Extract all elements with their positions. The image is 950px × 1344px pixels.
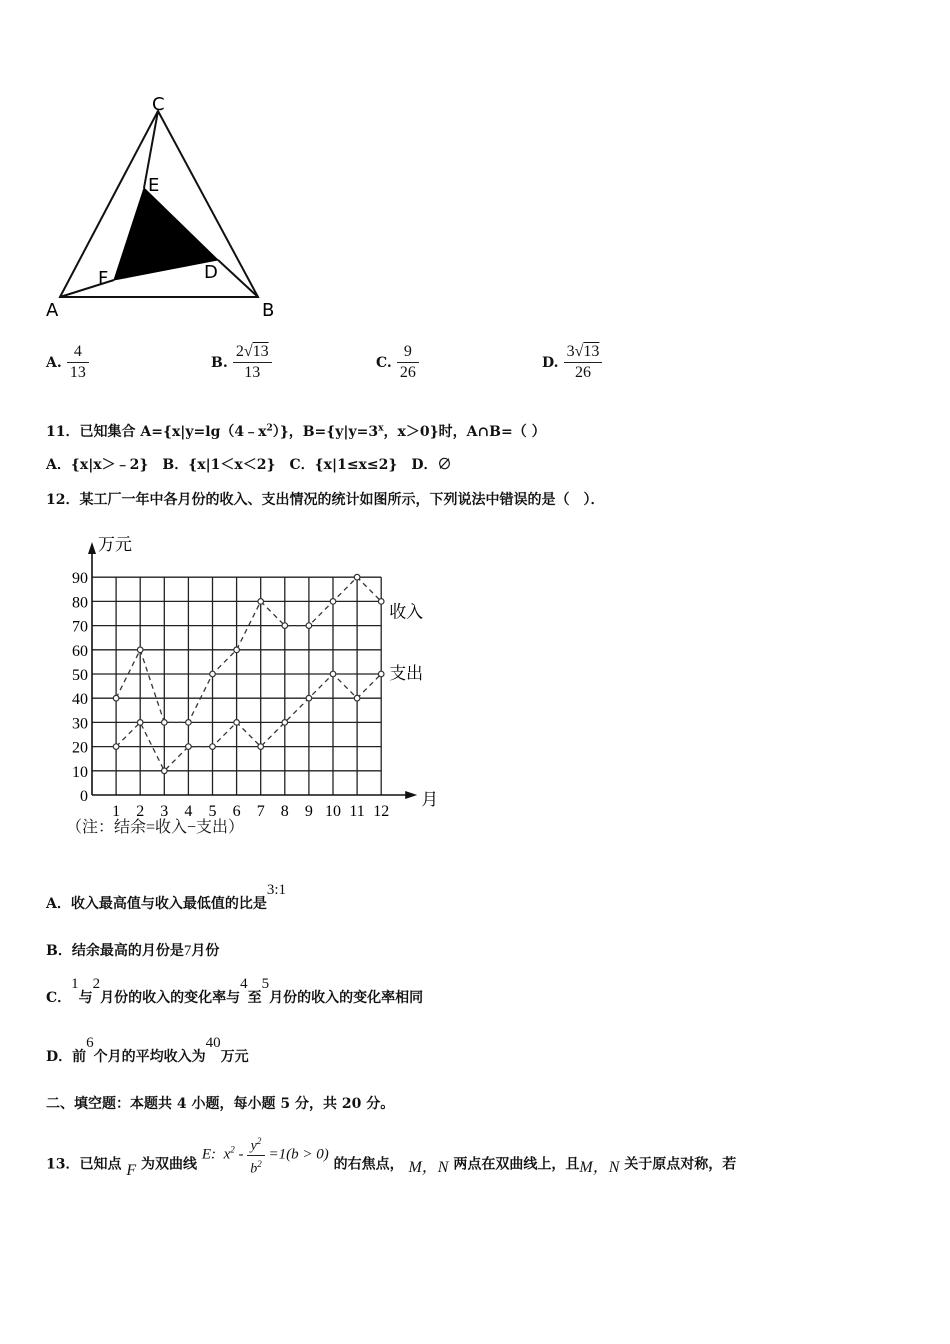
segment-db — [218, 260, 258, 297]
option-t1: 个月的平均收入为 — [93, 1049, 206, 1065]
option-text: B．结余最高的月份是 — [46, 943, 184, 959]
radicand: 13 — [252, 343, 269, 360]
q11-sup: 2 — [266, 423, 273, 434]
q12-option-a[interactable] — [46, 882, 287, 913]
q11-stem — [46, 421, 546, 441]
data-point-expense — [306, 695, 312, 701]
y-tick-label: 0 — [80, 788, 88, 805]
option-head: D．前 — [46, 1049, 87, 1065]
option-v2: 40 — [205, 1035, 221, 1051]
label-b: B — [262, 300, 275, 321]
x-tick-label: 10 — [325, 803, 341, 820]
option-letter: D. — [542, 355, 559, 371]
eq-x-sup: 2 — [230, 1144, 235, 1155]
coefficient: 3 — [566, 343, 575, 360]
denominator: 13 — [69, 364, 86, 381]
q13-t2: 的右焦点， — [333, 1156, 404, 1173]
q13-t4: 关于原点对称，若 — [624, 1156, 737, 1173]
fraction — [67, 342, 89, 383]
data-point-income — [234, 647, 240, 653]
x-axis-title: 月 — [421, 790, 439, 810]
option-value: 7 — [183, 943, 192, 959]
eq-e: E: — [201, 1146, 217, 1163]
option-v4: 5 — [261, 976, 270, 992]
q10-option-c[interactable] — [376, 342, 419, 383]
data-point-expense — [354, 695, 360, 701]
q12-stem: 12．某工厂一年中各月份的收入、支出情况的统计如图所示，下列说法中错误的是（ ）． — [46, 492, 605, 508]
q13-t3: 两点在双曲线上，且 — [453, 1156, 580, 1173]
chart-note: （注：结余=收入−支出） — [66, 819, 245, 836]
coefficient: 2 — [235, 343, 244, 360]
option-v2: 2 — [92, 976, 101, 992]
option-t2: 万元 — [220, 1049, 249, 1065]
q10-option-d[interactable] — [542, 342, 602, 383]
x-tick-label: 2 — [136, 803, 145, 820]
label-e: E — [148, 175, 160, 196]
data-point-income — [113, 695, 119, 701]
x-tick-label: 3 — [160, 803, 169, 820]
option-t3: 至 — [247, 990, 262, 1006]
series-label-expense: 支出 — [389, 664, 424, 684]
radicand: 13 — [583, 343, 600, 360]
data-point-income — [378, 599, 384, 605]
y-tick-label: 10 — [72, 763, 88, 781]
data-point-income — [186, 720, 192, 726]
data-point-expense — [282, 720, 288, 726]
data-point-expense — [186, 744, 192, 750]
x-tick-label: 4 — [184, 803, 193, 820]
option-letter: A. — [46, 355, 62, 371]
eq-denominator: $b^2$ — [250, 1158, 262, 1177]
y-tick-label: 20 — [72, 739, 88, 757]
option-t1: 与 — [78, 990, 93, 1006]
q11-text-a: 11．已知集合 A={x|y=lg（4﹣x — [46, 424, 267, 440]
section-2-header: 二、填空题：本题共 4 小题，每小题 5 分，共 20 分。 — [46, 1096, 395, 1112]
data-point-expense — [234, 720, 240, 726]
q13-head: 13．已知点 — [46, 1156, 122, 1173]
y-tick-label: 40 — [72, 691, 88, 709]
y-tick-label: 50 — [72, 667, 88, 684]
q12-option-d[interactable] — [46, 1035, 249, 1066]
x-tick-label: 9 — [304, 803, 313, 820]
eq-minus: - — [238, 1146, 244, 1163]
label-f: F — [98, 268, 109, 289]
numerator: 3√13 — [564, 342, 603, 363]
eq-numerator: $y^2$ — [247, 1133, 265, 1156]
denominator: 13 — [244, 364, 261, 381]
q12-option-b[interactable] — [46, 940, 219, 960]
point-f: F — [126, 1161, 137, 1179]
data-point-income — [354, 574, 360, 580]
data-point-expense — [162, 768, 168, 774]
option-head: C． — [46, 990, 72, 1006]
q12-option-c[interactable] — [46, 976, 424, 1007]
data-point-expense — [113, 744, 119, 750]
q11-sup2: x — [378, 423, 384, 434]
q10-option-b[interactable] — [211, 342, 272, 383]
data-point-income — [258, 599, 264, 605]
q10-option-a[interactable] — [46, 342, 89, 383]
q11-text-b: ）}，B={y|y=3 — [272, 424, 379, 440]
series-label-income: 收入 — [389, 602, 424, 623]
option-v1: 6 — [86, 1035, 94, 1051]
eq-fraction — [247, 1133, 265, 1177]
option-tail: 月份 — [191, 943, 220, 959]
data-point-expense — [210, 744, 216, 750]
label-c: C — [152, 96, 165, 115]
y-tick-label: 70 — [72, 618, 88, 636]
option-letter: B. — [211, 355, 228, 371]
data-point-income — [162, 720, 168, 726]
y-tick-label: 90 — [72, 570, 88, 588]
q13-t1: 为双曲线 — [141, 1156, 198, 1173]
denominator: 26 — [575, 364, 591, 381]
data-point-expense — [330, 671, 336, 677]
points-mn-2: M，N — [579, 1158, 620, 1176]
x-tick-label: 11 — [349, 803, 365, 820]
option-v1: 1 — [71, 976, 79, 992]
x-tick-label: 7 — [256, 803, 265, 820]
data-point-income — [330, 599, 336, 605]
option-letter: C. — [376, 355, 392, 371]
y-axis-arrow — [88, 542, 96, 554]
y-tick-label: 30 — [72, 715, 88, 733]
q11-options[interactable]: A．{x|x＞﹣2} B．{x|1＜x＜2} C．{x|1≤x≤2} D．∅ — [46, 457, 452, 473]
data-point-income — [282, 623, 288, 629]
option-v3: 4 — [240, 976, 248, 992]
q13-stem — [46, 1136, 737, 1187]
label-d: D — [204, 262, 218, 283]
eq-x: x — [223, 1146, 231, 1163]
y-tick-label: 60 — [72, 642, 88, 660]
x-tick-label: 12 — [373, 803, 390, 820]
fraction — [233, 342, 272, 383]
data-point-expense — [258, 744, 264, 750]
option-value: 3:1 — [266, 882, 287, 898]
hyperbola-eq — [202, 1133, 329, 1177]
fraction — [397, 342, 419, 383]
x-tick-label: 5 — [208, 803, 217, 820]
data-point-income — [306, 623, 312, 629]
numerator: 4 — [67, 342, 89, 363]
numerator: 2√13 — [233, 342, 272, 363]
x-tick-label: 6 — [232, 803, 241, 820]
q11-text-c: ，x＞0}时，A∩B=（ ） — [383, 424, 546, 440]
x-tick-label: 1 — [112, 803, 121, 820]
y-tick-label: 80 — [72, 594, 88, 612]
numerator: 9 — [397, 342, 419, 363]
shaded-triangle-def — [114, 188, 218, 280]
denominator: 26 — [399, 364, 416, 381]
data-point-expense — [137, 720, 143, 726]
label-a: A — [46, 300, 59, 321]
data-point-expense — [378, 671, 384, 677]
fraction — [564, 342, 603, 383]
points-mn-1: M，N — [408, 1158, 449, 1176]
triangle-figure — [40, 96, 290, 326]
y-axis-title: 万元 — [98, 535, 132, 555]
option-t4: 月份的收入的变化率相同 — [269, 990, 424, 1006]
data-point-income — [210, 671, 216, 677]
x-tick-label: 8 — [280, 803, 289, 820]
option-t2: 月份的收入的变化率与 — [100, 990, 241, 1006]
x-axis-arrow — [405, 791, 417, 799]
data-point-income — [137, 647, 143, 653]
income-expense-chart — [50, 528, 450, 843]
eq-tail: =1(b > 0) — [268, 1146, 329, 1163]
option-text: A．收入最高值与收入最低值的比是 — [46, 896, 267, 912]
